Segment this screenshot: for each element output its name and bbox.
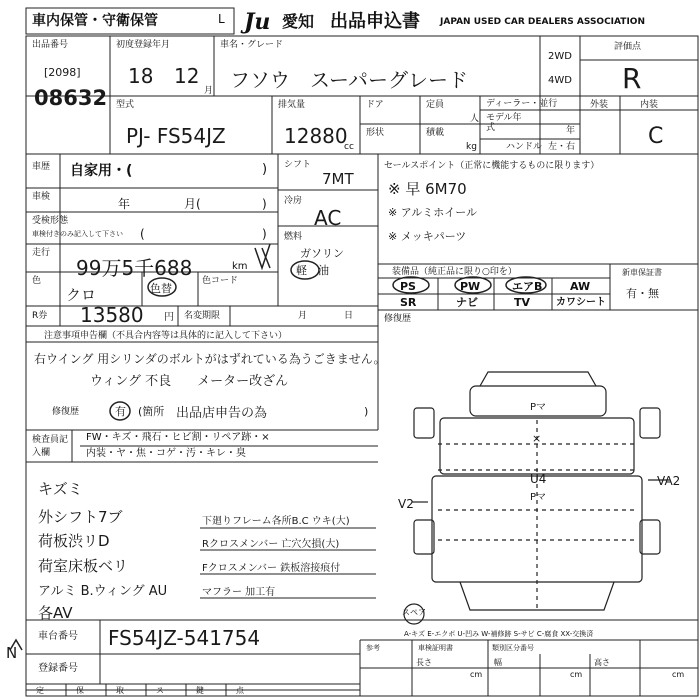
notes-line-1: 右ウイング 用シリンダのボルトがはずれている為うごきません。 bbox=[34, 352, 386, 366]
lot-label: 出品番号 bbox=[32, 40, 69, 50]
color-label: 色 bbox=[32, 276, 42, 286]
fuel-label: 燃料 bbox=[284, 232, 303, 242]
shift-value: 7MT bbox=[322, 170, 354, 188]
repair-label: 修復歴 bbox=[52, 407, 80, 417]
equip-sr: SR bbox=[400, 296, 417, 309]
month-unit: 月 bbox=[204, 86, 214, 96]
displacement-value: 12880 bbox=[284, 124, 348, 148]
notes-label: 注意事項申告欄（不具合内容等は具体的に記入して下さい） bbox=[44, 331, 288, 341]
footer-cell-3: 取 bbox=[116, 686, 124, 695]
model-year-label: モデル年式 bbox=[486, 113, 522, 133]
shape-label: 形状 bbox=[366, 128, 385, 138]
free-line-5: アルミ B.ウィング AU bbox=[38, 584, 168, 599]
footer-cell-1: 定 bbox=[36, 686, 44, 695]
equip-tv: TV bbox=[514, 296, 531, 309]
color-change: 色替 bbox=[150, 282, 172, 295]
sales-point-1: ※ 早 6M70 bbox=[388, 180, 467, 198]
repair-close: ) bbox=[364, 405, 369, 418]
inspection-label: 車検 bbox=[32, 192, 51, 202]
width-unit: cm bbox=[570, 670, 583, 679]
grade-label: 評価点 bbox=[614, 42, 642, 52]
repair-value: 有 bbox=[115, 405, 126, 418]
rken-value: 13580 bbox=[80, 303, 144, 327]
diagram-mark-2: × bbox=[532, 432, 542, 445]
fuel-gasoline: ガソリン bbox=[300, 247, 344, 260]
warranty-label: 新車保証書 bbox=[622, 268, 662, 277]
model-label: 型式 bbox=[116, 100, 135, 110]
free-right-1: 下廻りフレーム各所B.C ウキ(大) bbox=[202, 516, 350, 527]
meihen-month: 月 bbox=[298, 311, 308, 321]
length-label: 長さ bbox=[416, 658, 432, 667]
color-value: クロ bbox=[66, 286, 97, 304]
footer-cell-6: 点 bbox=[236, 686, 244, 695]
free-right-3: Fクロスメンバー 鉄板溶接痕付 bbox=[202, 563, 341, 574]
equip-airbag: エアB bbox=[512, 280, 543, 293]
recv-label: 受検形態 bbox=[32, 216, 69, 226]
footer-cell-4: ス bbox=[156, 686, 164, 695]
displacement-label: 排気量 bbox=[278, 100, 306, 110]
height-label: 高さ bbox=[594, 658, 610, 667]
equip-pw: PW bbox=[460, 280, 481, 293]
sales-points-label: セールスポイント（正常に機能するものに限ります） bbox=[384, 161, 600, 171]
rken-unit: 円 bbox=[164, 312, 174, 323]
km-unit: km bbox=[232, 261, 248, 272]
ju-logo: Ju bbox=[244, 9, 271, 35]
diagram-legend: A-キズ E-エクボ U-凹み W-補修跡 S-サビ C-腐食 XX-交換済 bbox=[404, 630, 594, 638]
colorcode-label: 色コード bbox=[202, 276, 239, 286]
equip-aw: AW bbox=[570, 280, 591, 293]
lot-small: [2098] bbox=[44, 66, 81, 79]
cert-label: 車検証明書 bbox=[418, 644, 453, 652]
first-reg-label: 初度登録年月 bbox=[116, 40, 171, 50]
exterior-label: 外装 bbox=[590, 100, 609, 110]
inspection-month: 月( bbox=[184, 197, 201, 211]
diagram-mark-4: Pマ bbox=[530, 492, 547, 503]
warranty-options: 有・無 bbox=[626, 287, 659, 300]
free-right-4: マフラー 加工有 bbox=[202, 587, 276, 598]
reg-year: 18 bbox=[128, 64, 154, 88]
recv-paren: ( bbox=[140, 227, 145, 241]
equipment-label: 装備品（純正品に限り○印を） bbox=[392, 267, 517, 277]
interior-label: 内装 bbox=[640, 100, 659, 110]
chassis-value: FS54JZ-541754 bbox=[108, 626, 261, 650]
car-name: フソウ スーパーグレード bbox=[230, 68, 468, 92]
dims-ref-label: 参考 bbox=[366, 644, 380, 652]
grade-value: R bbox=[622, 62, 642, 95]
spare-label: スペア bbox=[402, 608, 426, 617]
exterior-value: C bbox=[648, 124, 664, 149]
width-label: 幅 bbox=[494, 658, 502, 667]
chassis-side-mark: N bbox=[6, 644, 18, 662]
mileage-value: 99万5千688 bbox=[76, 256, 193, 280]
free-line-2: 外シフト7ブ bbox=[38, 508, 123, 526]
door-label: ドア bbox=[366, 100, 384, 110]
drive-4wd: 4WD bbox=[548, 75, 572, 86]
inspector-items-2: 内装・ヤ・焦・コゲ・汚・キレ・臭 bbox=[86, 448, 246, 459]
length-unit: cm bbox=[470, 670, 483, 679]
lot-number: 08632 bbox=[34, 86, 108, 110]
repair-area: 出品店申告の為 bbox=[176, 406, 268, 421]
notes-line-2: ウィング 不良 メーター改ざん bbox=[90, 374, 289, 389]
history-label: 車歴 bbox=[32, 162, 51, 172]
chassis-label: 車台番号 bbox=[38, 631, 78, 642]
free-right-2: Rクロスメンバー 亡穴欠損(大) bbox=[202, 539, 340, 550]
special-label: 類別区分番号 bbox=[492, 644, 534, 652]
footer-cell-2: 保 bbox=[76, 686, 84, 695]
inspector-items-1: FW・キズ・飛石・ヒビ割・リペア跡・× bbox=[86, 432, 270, 443]
ac-value: AC bbox=[314, 206, 342, 230]
recv-note: 車検付きのみ記入して下さい bbox=[32, 230, 123, 238]
equip-leather: カワシート bbox=[556, 297, 606, 308]
drive-2wd: 2WD bbox=[548, 51, 572, 62]
mileage-label: 走行 bbox=[32, 248, 51, 258]
logo-prefecture: 愛知 bbox=[282, 12, 315, 31]
equip-navi: ナビ bbox=[456, 296, 478, 309]
meihen-label: 名変期限 bbox=[184, 311, 221, 321]
inspection-year: 年 bbox=[118, 197, 131, 211]
history-close: ) bbox=[262, 162, 268, 177]
car-name-label: 車名・グレード bbox=[220, 40, 284, 50]
height-unit: cm bbox=[672, 670, 685, 679]
diagram-mark-1: Pマ bbox=[530, 402, 547, 413]
free-line-4: 荷室床板ベリ bbox=[38, 557, 129, 575]
fuel-diesel: 軽 油 bbox=[296, 264, 329, 277]
repair-area-label: (箇所 bbox=[138, 405, 165, 418]
inspector-label: 検査員記入欄 bbox=[32, 435, 69, 458]
handle-options: 左・右 bbox=[548, 142, 576, 152]
form-title: 出品申込書 bbox=[330, 11, 420, 32]
model-value: PJ- FS54JZ bbox=[126, 124, 226, 148]
handle-label: ハンドル bbox=[506, 142, 543, 152]
reg-month: 12 bbox=[174, 64, 200, 88]
diagram-label: 修復歴 bbox=[384, 314, 412, 324]
dealer-label: ディーラー・並行 bbox=[486, 99, 558, 109]
storage-mark: L bbox=[218, 12, 225, 26]
free-line-6: 各AV bbox=[38, 604, 73, 622]
free-line-3: 荷板渋リD bbox=[38, 532, 110, 550]
sales-point-2: ※ アルミホイール bbox=[388, 206, 478, 219]
association-name: JAPAN USED CAR DEALERS ASSOCIATION bbox=[440, 17, 645, 27]
diagram-mark-6: V2 bbox=[398, 497, 414, 511]
recv-close: ) bbox=[262, 227, 267, 241]
diagram-mark-5: VA2 bbox=[657, 474, 681, 488]
inspection-close: ) bbox=[262, 197, 267, 211]
model-year-unit: 年 bbox=[566, 126, 576, 136]
load-label: 積載 bbox=[426, 128, 445, 138]
free-line-1: キズミ bbox=[38, 480, 83, 498]
shift-label: シフト bbox=[284, 160, 312, 170]
capacity-label: 定員 bbox=[426, 100, 445, 110]
capacity-unit: 人 bbox=[470, 114, 480, 124]
load-unit: kg bbox=[466, 142, 477, 152]
history-value: 自家用・( bbox=[70, 163, 133, 179]
equip-ps: PS bbox=[400, 280, 416, 293]
sales-point-3: ※ メッキパーツ bbox=[388, 230, 467, 243]
diagram-mark-3: U4 bbox=[530, 472, 547, 486]
ac-label: 冷房 bbox=[284, 196, 303, 206]
footer-cell-5: 鍵 bbox=[196, 686, 204, 695]
storage-title: 車内保管・守衛保管 bbox=[32, 13, 158, 29]
reg-number-label: 登録番号 bbox=[38, 663, 78, 674]
meihen-day: 日 bbox=[344, 311, 354, 321]
rken-label: R券 bbox=[32, 311, 48, 321]
cc-unit: cc bbox=[344, 142, 354, 152]
